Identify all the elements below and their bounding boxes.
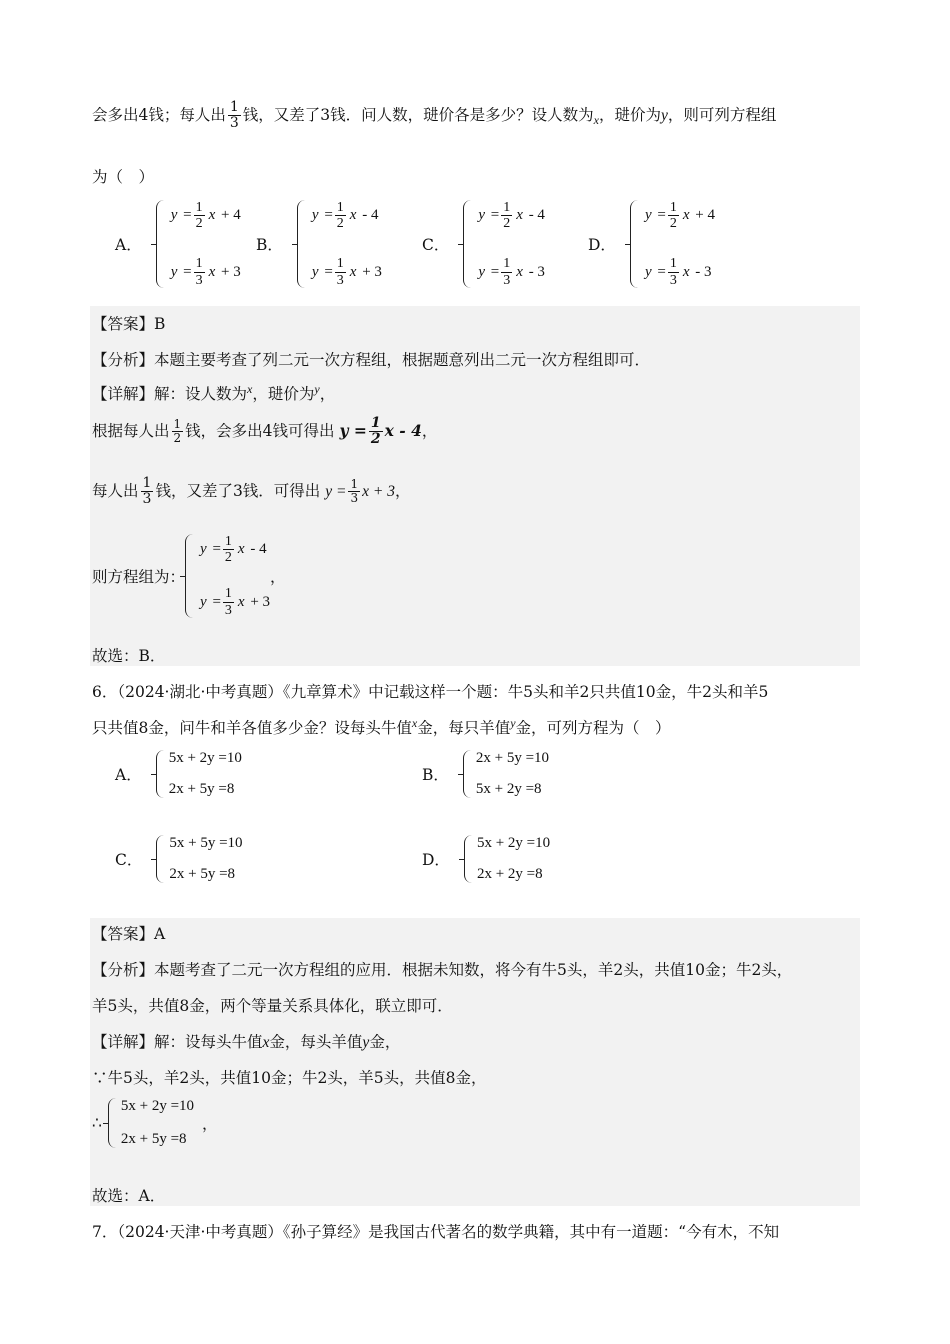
q5-answer: 【答案】B: [92, 315, 166, 333]
q5-detail: 【详解】解：设人数为$^x$，琎价为$^y$，: [92, 382, 336, 403]
option-label: B．: [256, 236, 283, 254]
q5-line2: 为（ ）: [92, 168, 155, 186]
q6-option-c: C． 5x + 5y =10 2x + 5y =8: [115, 835, 243, 882]
q6-line1: 6．（2024·湖北·中考真题）《九章算术》中记载这样一个题：牛5头和羊2只共值10金，牛2头和羊5: [92, 683, 769, 701]
q6-option-a: A． 5x + 2y =10 2x + 5y =8: [115, 750, 242, 797]
q5-answer-box: [90, 306, 860, 666]
q6-because: ∵牛5头，羊2头，共值10金；牛2头，羊5头，共值8金，: [92, 1069, 487, 1087]
q6-analysis1: 【分析】本题考查了二元一次方程组的应用．根据未知数，将今有牛5头，羊2头，共值10金；牛2头，: [92, 961, 793, 979]
q5-option-c: C． y = $\frac{1}{2}$ x - 4 y = $\frac{1}{3}$ x - 3: [422, 200, 545, 288]
q6-option-d: D． 5x + 2y =10 2x + 2y =8: [422, 835, 551, 882]
q6-line2: 只共值8金，问牛和羊各值多少金？设每头牛值$^x$金，每只羊值$^y$金，可列方程为（ ）: [92, 716, 671, 737]
q6-option-b: B． 2x + 5y =10 5x + 2y =8: [422, 750, 550, 797]
q5-step2: 每人出 $\frac{1}{3}$ 钱，又差了3钱．可得出 y = $\frac{1}{3}$ x + 3，: [92, 475, 411, 508]
option-label: A．: [115, 766, 142, 784]
q5-option-a: A． y = $\frac{1}{2}$ x + 4 y = $\frac{1}{3}$ x + 3: [115, 200, 241, 288]
q6-system: ∴ 5x + 2y =10 2x + 5y =8 ，: [92, 1098, 218, 1147]
q5-line1: 会多出4钱；每人出 $\frac{1}{3}$ 钱，又差了3钱．问人数，琎价各是多少？设人数为$_x$，琎价为y，则可列方程组: [92, 99, 777, 132]
q7-line1: 7．（2024·天津·中考真题）《孙子算经》是我国古代著名的数学典籍，其中有一道题：“今有木，不知: [92, 1223, 780, 1241]
fraction: $\frac{1}{3}$: [229, 99, 239, 132]
q5-system: 则方程组为： y = $\frac{1}{2}$ x - 4 y = $\frac{1}{3}$ x + 3 ，: [92, 534, 286, 618]
q5-choose: 故选：B．: [92, 647, 166, 665]
q6-analysis2: 羊5头，共值8金，两个等量关系具体化，联立即可．: [92, 997, 453, 1015]
option-label: C．: [422, 236, 450, 254]
option-label: B．: [422, 766, 449, 784]
q5-analysis: 【分析】本题主要考查了列二元一次方程组，根据题意列出二元一次方程组即可．: [92, 351, 651, 369]
q6-answer: 【答案】A: [92, 925, 166, 943]
q6-answer-box: [90, 918, 860, 1206]
option-label: A．: [115, 236, 142, 254]
q6-choose: 故选：A．: [92, 1187, 166, 1205]
option-label: C．: [115, 851, 143, 869]
option-label: D．: [588, 236, 616, 254]
q5-option-d: D． y = $\frac{1}{2}$ x + 4 y = $\frac{1}{3}$ x - 3: [588, 200, 715, 288]
q5-option-b: B． y = $\frac{1}{2}$ x - 4 y = $\frac{1}{3}$ x + 3: [256, 200, 382, 288]
q5-step1: 根据每人出 $\frac{1}{2}$ 钱，会多出4钱可得出 y = $\frac{1}{2}$ x - 4，: [92, 415, 438, 448]
bold-equation: y = $\frac{1}{2}$ x - 4: [339, 415, 422, 448]
option-label: D．: [422, 851, 450, 869]
q6-detail: 【详解】解：设每头牛值x金，每头羊值y金，: [92, 1033, 401, 1051]
